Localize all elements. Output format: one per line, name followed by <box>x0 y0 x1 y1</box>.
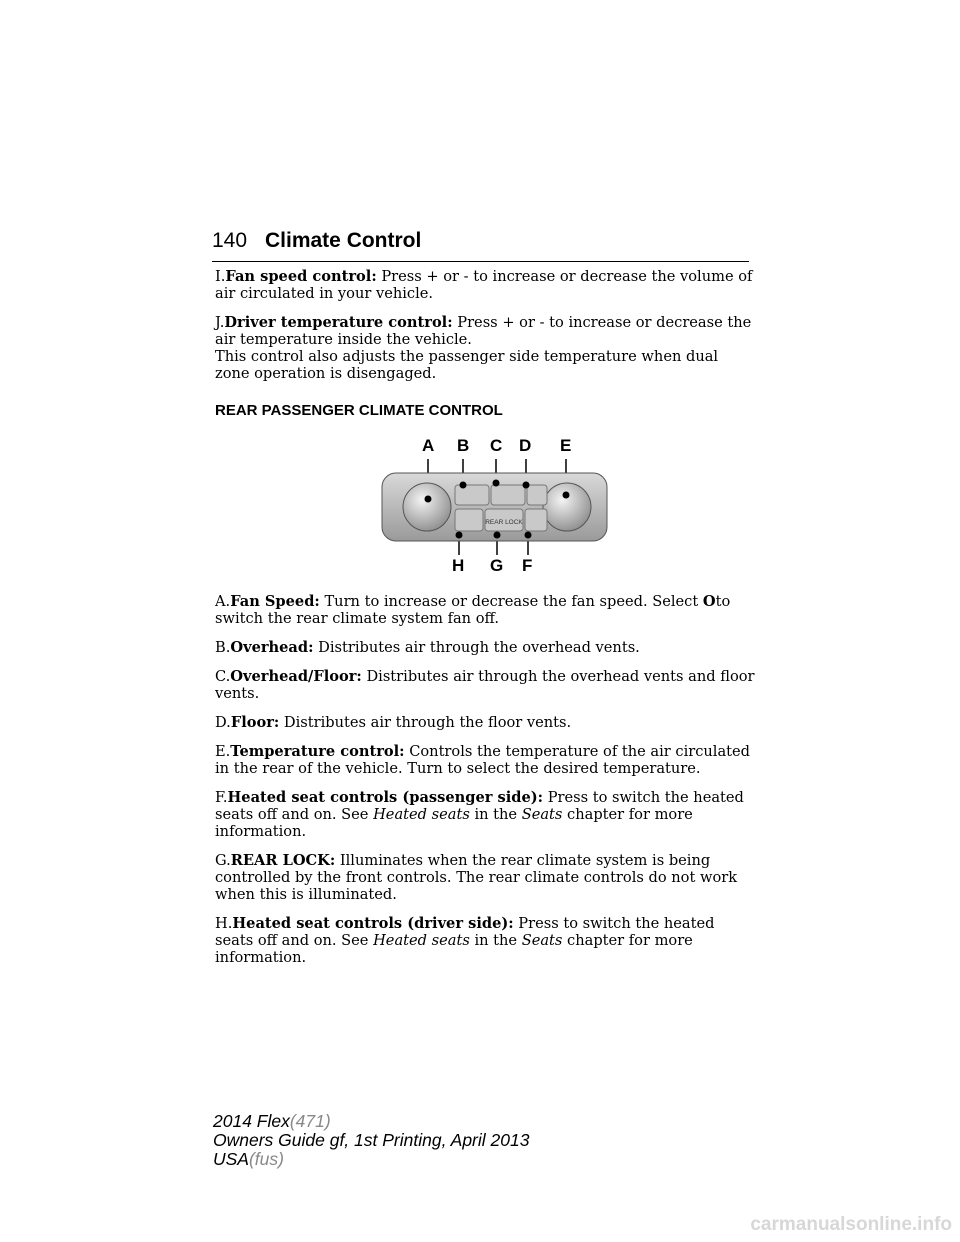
control-panel-drawing <box>215 437 755 577</box>
item-text: Controls the temperature of the air circulated in the rear of the vehicle. Turn to select the desired temperature. <box>215 743 750 777</box>
item-d <box>215 714 755 731</box>
item-a <box>215 593 755 627</box>
item-h <box>215 915 755 966</box>
page-number: 140 <box>212 229 248 252</box>
item-letter: G. <box>215 852 231 869</box>
cross-reference: Heated seats <box>373 932 470 949</box>
item-term: Driver temperature control: <box>224 314 453 331</box>
item-text: in the <box>474 932 522 949</box>
callout-label: C <box>490 436 503 455</box>
item-term: Floor: <box>230 714 280 731</box>
temperature-knob <box>543 483 591 531</box>
item-text: chapter for more information. <box>215 932 693 966</box>
item-letter: F. <box>215 789 228 806</box>
item-letter: C. <box>215 668 231 685</box>
item-e <box>215 743 755 777</box>
item-letter: D. <box>215 714 231 731</box>
item-extra-text: This control also adjusts the passenger side temperature when dual zone operation is disengaged. <box>215 348 719 382</box>
item-text: to switch the rear climate system fan off. <box>215 593 731 627</box>
item-term: Fan Speed: <box>230 593 320 610</box>
item-letter: J. <box>215 314 225 331</box>
footer-code: (471) <box>289 1111 331 1131</box>
item-term: Overhead/Floor: <box>230 668 362 685</box>
page-body <box>215 268 755 978</box>
rear-climate-control-figure <box>215 437 755 577</box>
callout-label: F <box>522 556 533 575</box>
footer-region: USA <box>213 1149 249 1169</box>
cross-reference: Seats <box>521 932 563 949</box>
item-term: Heated seat controls (driver side): <box>232 915 514 932</box>
item-text: Illuminates when the rear climate system is being controlled by the front controls. The rear climate controls do not work when this is illuminated. <box>215 852 738 903</box>
cross-reference: Seats <box>521 806 563 823</box>
footer-printing: Owners Guide gf, 1st Printing, April 2013 <box>213 1130 530 1150</box>
item-term: Temperature control: <box>230 743 405 760</box>
item-b <box>215 639 755 656</box>
item-c <box>215 668 755 702</box>
item-j <box>215 314 755 382</box>
item-text: Distributes air through the overhead vents. <box>318 639 640 656</box>
footer-model: 2014 Flex <box>213 1111 290 1131</box>
callout-label: D <box>519 436 532 455</box>
callout-label: H <box>452 556 465 575</box>
item-text: Press + or - to increase or decrease the volume of air circulated in your vehicle. <box>215 268 753 302</box>
section-title: REAR PASSENGER CLIMATE CONTROL <box>215 402 503 419</box>
page-header <box>212 229 749 262</box>
callout-label: A <box>422 436 435 455</box>
item-term: Overhead: <box>230 639 314 656</box>
item-i <box>215 268 755 302</box>
item-letter: H. <box>215 915 233 932</box>
callout-label: G <box>490 556 504 575</box>
item-letter: E. <box>215 743 231 760</box>
footer-region-code: (fus) <box>248 1149 284 1169</box>
item-f <box>215 789 755 840</box>
item-text: Distributes air through the overhead vents and floor vents. <box>215 668 755 702</box>
item-letter: A. <box>215 593 231 610</box>
callout-label: E <box>560 436 572 455</box>
fan-speed-knob <box>403 483 451 531</box>
item-text: chapter for more information. <box>215 806 693 840</box>
chapter-title: Climate Control <box>265 229 422 252</box>
item-text: Press to switch the heated seats off and on. See <box>215 789 744 823</box>
callout-label: B <box>457 436 470 455</box>
cross-reference: Heated seats <box>373 806 470 823</box>
item-term: Heated seat controls (passenger side): <box>227 789 544 806</box>
item-bold-inline: O <box>702 593 716 610</box>
item-letter: B. <box>215 639 231 656</box>
rear-lock-text: REAR LOCK <box>485 519 523 526</box>
item-letter: I. <box>215 268 226 285</box>
watermark: carmanualsonline.info <box>750 1214 952 1235</box>
item-text: Turn to increase or decrease the fan speed. Select <box>324 593 703 610</box>
item-text: Distributes air through the floor vents. <box>283 714 572 731</box>
item-g <box>215 852 755 903</box>
item-term: Fan speed control: <box>225 268 377 285</box>
item-text: in the <box>474 806 522 823</box>
item-text: Press to switch the heated seats off and on. See <box>215 915 715 949</box>
item-term: REAR LOCK: <box>230 852 336 869</box>
page-footer <box>213 1112 529 1169</box>
item-text: Press + or - to increase or decrease the air temperature inside the vehicle. <box>215 314 752 348</box>
